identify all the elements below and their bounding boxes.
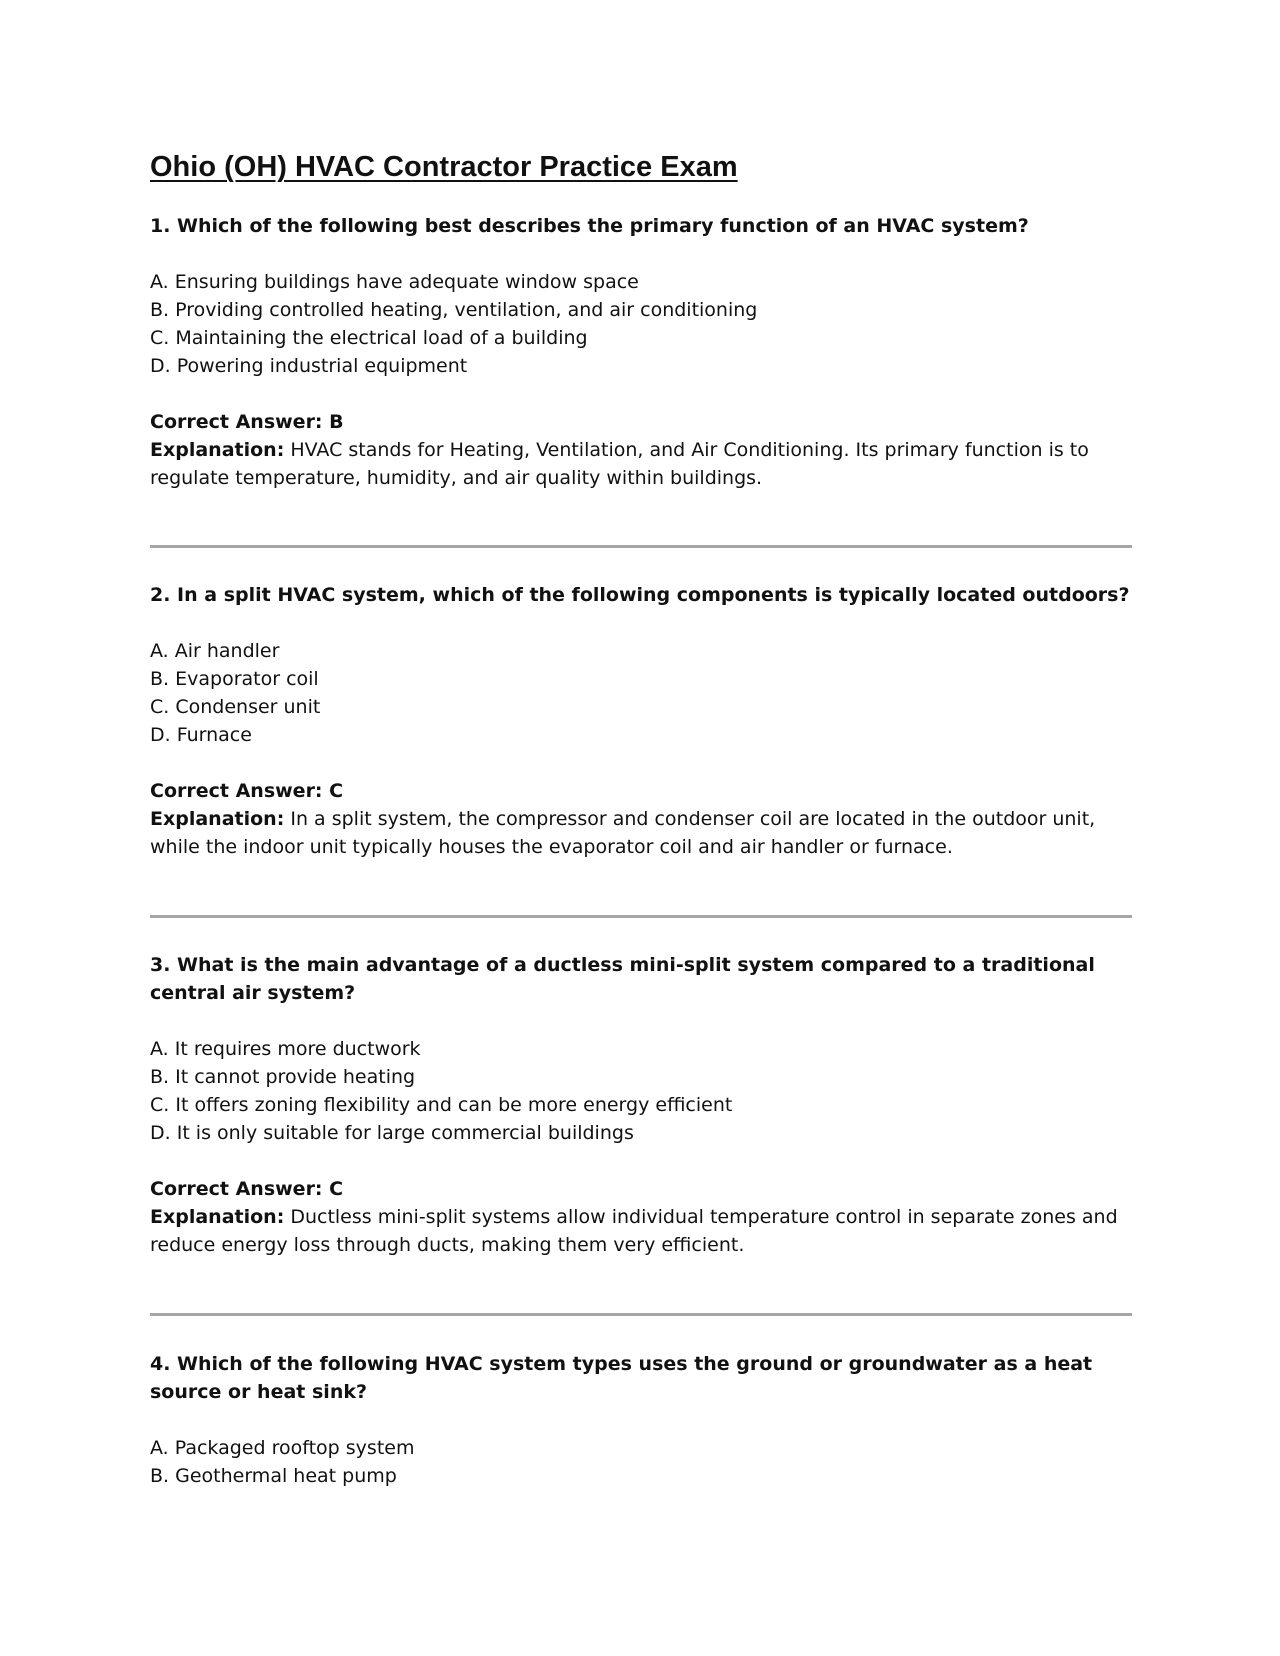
page-title: Ohio (OH) HVAC Contractor Practice Exam xyxy=(150,151,738,183)
correct-answer: Correct Answer: C xyxy=(150,1178,344,1200)
question-block-4 xyxy=(150,1350,1132,1490)
explanation-label: Explanation: xyxy=(150,1206,285,1228)
question-block-3 xyxy=(150,951,1132,1259)
option-a: A. Ensuring buildings have adequate window space xyxy=(150,271,639,293)
answer-options xyxy=(150,1434,1132,1490)
correct-answer: Correct Answer: B xyxy=(150,411,344,433)
explanation xyxy=(150,805,1132,861)
explanation xyxy=(150,436,1132,492)
option-b: B. Evaporator coil xyxy=(150,668,319,690)
question-text: 2. In a split HVAC system, which of the following components is typically located outdoors? xyxy=(150,584,1130,606)
correct-answer: Correct Answer: C xyxy=(150,780,344,802)
answer-block xyxy=(150,1175,1132,1259)
question-block-2 xyxy=(150,581,1132,861)
answer-options xyxy=(150,268,1132,380)
option-d: D. Powering industrial equipment xyxy=(150,355,468,377)
option-a: A. Packaged rooftop system xyxy=(150,1437,415,1459)
option-c: C. Condenser unit xyxy=(150,696,321,718)
option-d: D. It is only suitable for large commercial buildings xyxy=(150,1122,634,1144)
document-page xyxy=(150,145,1132,1487)
explanation-label: Explanation: xyxy=(150,439,285,461)
answer-block xyxy=(150,777,1132,861)
question-text: 1. Which of the following best describes the primary function of an HVAC system? xyxy=(150,215,1029,237)
answer-options xyxy=(150,637,1132,749)
question-block-1 xyxy=(150,212,1132,492)
explanation-text: In a split system, the compressor and condenser coil are located in the outdoor unit, while the indoor unit typically houses the evaporator coil and air handler or furnace. xyxy=(150,808,1096,858)
explanation-label: Explanation: xyxy=(150,808,285,830)
explanation-text: Ductless mini-split systems allow individual temperature control in separate zones and reduce energy loss through ducts, making them very efficient. xyxy=(150,1206,1118,1256)
answer-options xyxy=(150,1035,1132,1147)
option-b: B. Geothermal heat pump xyxy=(150,1465,397,1487)
answer-block xyxy=(150,408,1132,492)
explanation-text: HVAC stands for Heating, Ventilation, and Air Conditioning. Its primary function is to regulate temperature, humidity, and air quality within buildings. xyxy=(150,439,1089,489)
option-c: C. It offers zoning flexibility and can be more energy efficient xyxy=(150,1094,733,1116)
option-d: D. Furnace xyxy=(150,724,252,746)
question-text: 3. What is the main advantage of a ductless mini-split system compared to a traditional central air system? xyxy=(150,954,1095,1004)
section-divider xyxy=(150,545,1132,548)
section-divider xyxy=(150,915,1132,918)
option-c: C. Maintaining the electrical load of a building xyxy=(150,327,588,349)
section-divider xyxy=(150,1313,1132,1316)
option-b: B. It cannot provide heating xyxy=(150,1066,416,1088)
question-text: 4. Which of the following HVAC system types uses the ground or groundwater as a heat source or heat sink? xyxy=(150,1353,1093,1403)
option-b: B. Providing controlled heating, ventilation, and air conditioning xyxy=(150,299,758,321)
option-a: A. Air handler xyxy=(150,640,280,662)
option-a: A. It requires more ductwork xyxy=(150,1038,421,1060)
explanation xyxy=(150,1203,1132,1259)
